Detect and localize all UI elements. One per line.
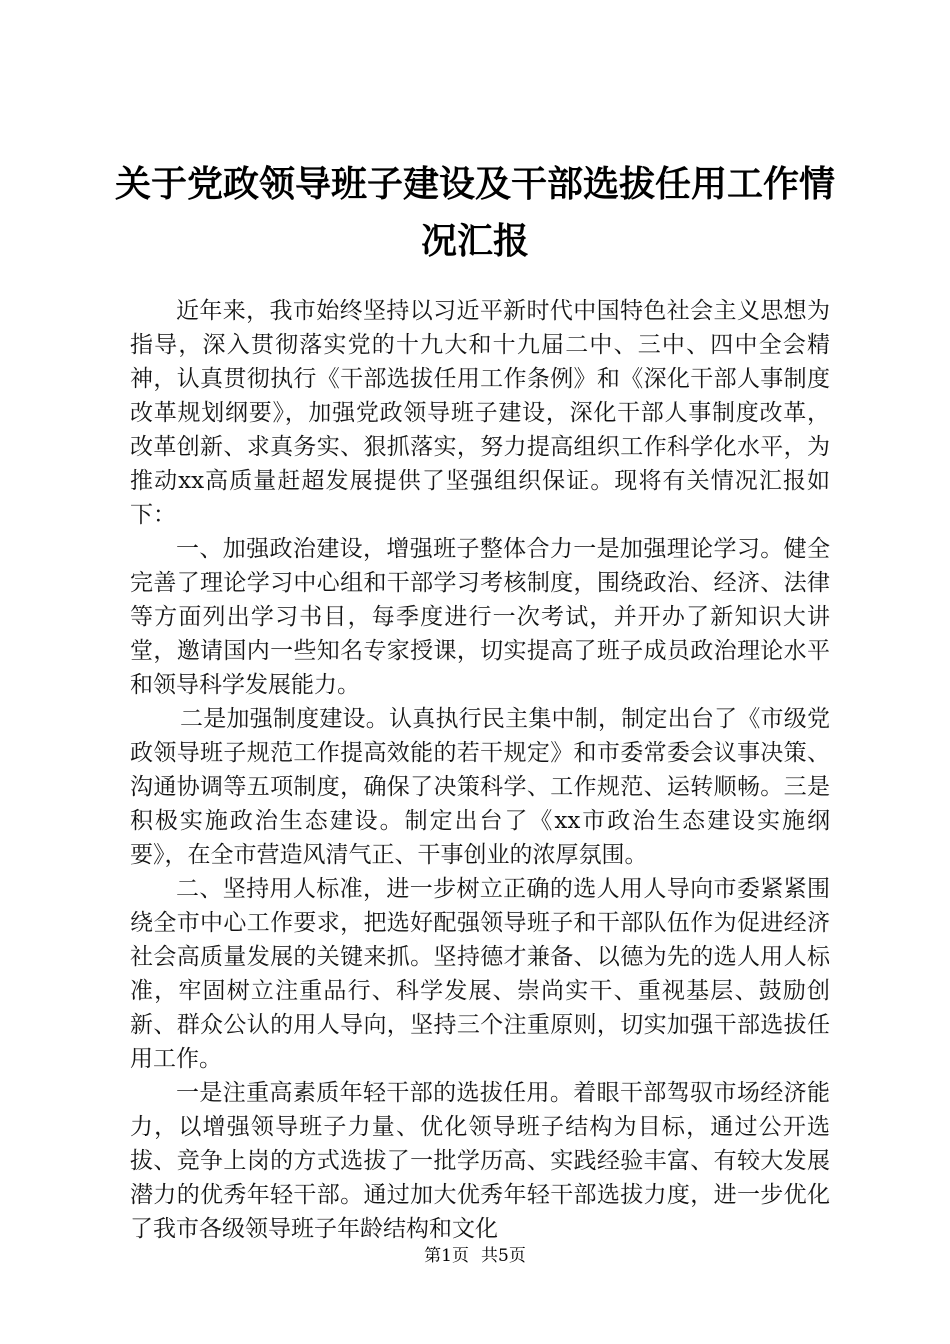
paragraph-section-2: 二、坚持用人标准，进一步树立正确的选人用人导向市委紧紧围绕全市中心工作要求，把选好配强领导班子和干部队伍作为促进经济社会高质量发展的关键来抓。坚持德才兼备、以德为先的选人用人标准，牢固树立注重品行、科学发展、崇尚实干、重视基层、鼓励创新、群众公认的用人导向，坚持三个注重原则，切实加强干部选拔任用工作。 [130,876,830,1072]
document-body [130,294,830,1246]
document-title-line-2: 况汇报 [420,220,529,262]
page-total: 共5页 [481,1246,526,1266]
paragraph-section-1: 一、加强政治建设，增强班子整体合力一是加强理论学习。健全完善了理论学习中心组和干部学习考核制度，围绕政治、经济、法律等方面列出学习书目，每季度进行一次考试，并开办了新知识大讲堂，邀请国内一些知名专家授课，切实提高了班子成员政治理论水平和领导科学发展能力。 [130,536,830,698]
page-number: 第1页 [424,1246,469,1266]
document-title-line-1: 关于党政领导班子建设及干部选拔任用工作情 [114,163,835,205]
paragraph-young-cadres: 一是注重高素质年轻干部的选拔任用。着眼干部驾驭市场经济能力，以增强领导班子力量、优化领导班子结构为目标，通过公开选拔、竞争上岗的方式选拔了一批学历高、实践经验丰富、有较大发展潜力的优秀年轻干部。通过加大优秀年轻干部选拔力度，进一步优化了我市各级领导班子年龄结构和文化 [130,1080,830,1242]
page-footer [0,1245,950,1267]
paragraph-intro: 近年来，我市始终坚持以习近平新时代中国特色社会主义思想为指导，深入贯彻落实党的十九大和十九届二中、三中、四中全会精神，认真贯彻执行《干部选拔任用工作条例》和《深化干部人事制度改革规划纲要》，加强党政领导班子建设，深化干部人事制度改革，改革创新、求真务实、狠抓落实，努力提高组织工作科学化水平，为推动xx高质量赶超发展提供了坚强组织保证。现将有关情况汇报如下： [130,298,830,528]
paragraph-institution-building: 二是加强制度建设。认真执行民主集中制，制定出台了《市级党政领导班子规范工作提高效能的若干规定》和市委常委会议事决策、沟通协调等五项制度，确保了决策科学、工作规范、运转顺畅。三是积极实施政治生态建设。制定出台了《xx市政治生态建设实施纲要》，在全市营造风清气正、干事创业的浓厚氛围。 [130,706,830,868]
